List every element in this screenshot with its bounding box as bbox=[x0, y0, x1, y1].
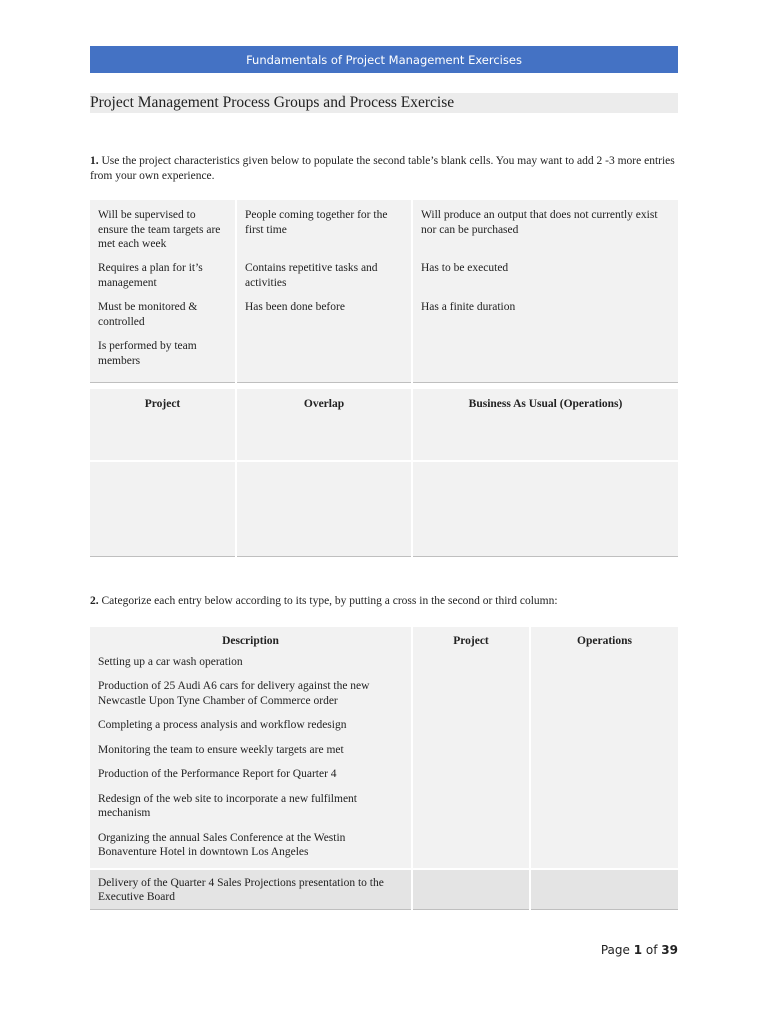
row-description: Delivery of the Quarter 4 Sales Projections presentation to the Executive Board bbox=[90, 869, 412, 910]
row-description: Setting up a car wash operation bbox=[98, 655, 243, 668]
row-description: Completing a process analysis and workflow redesign bbox=[98, 719, 347, 731]
page-total: 39 bbox=[661, 943, 678, 957]
characteristic-item: Has to be executed bbox=[421, 262, 509, 274]
row-description: Redesign of the web site to incorporate a new fulfilment mechanism bbox=[98, 792, 357, 819]
project-mark-cell[interactable] bbox=[412, 653, 530, 678]
characteristic-stack bbox=[412, 261, 678, 383]
question-2-text: Categorize each entry below according to its type, by putting a cross in the second or third column: bbox=[101, 595, 558, 607]
table-row bbox=[90, 765, 678, 790]
page-of-label: of bbox=[645, 943, 658, 957]
project-mark-cell[interactable] bbox=[412, 765, 530, 790]
header-banner: Fundamentals of Project Management Exercises bbox=[90, 46, 678, 73]
blank-answer-cell-project[interactable] bbox=[90, 461, 236, 557]
row-description: Production of the Performance Report for Quarter 4 bbox=[98, 768, 337, 780]
column-header-description: Description bbox=[222, 635, 279, 647]
project-mark-cell[interactable] bbox=[412, 869, 530, 910]
characteristic-cell: People coming together for the first time bbox=[236, 200, 412, 261]
column-header-overlap: Overlap bbox=[236, 389, 412, 461]
page-number: 1 bbox=[633, 943, 643, 957]
operations-mark-cell[interactable] bbox=[530, 677, 678, 716]
characteristic-item: Must be monitored & controlled bbox=[98, 301, 198, 328]
characteristic-cell: Will be supervised to ensure the team targets are met each week bbox=[90, 200, 236, 261]
project-mark-cell[interactable] bbox=[412, 677, 530, 716]
column-header-operations: Business As Usual (Operations) bbox=[468, 398, 623, 410]
operations-mark-cell[interactable] bbox=[530, 741, 678, 766]
row-description: Monitoring the team to ensure weekly targets are met bbox=[98, 743, 344, 756]
table-row bbox=[90, 741, 678, 766]
table-row bbox=[90, 653, 678, 678]
project-mark-cell[interactable] bbox=[412, 790, 530, 829]
project-mark-cell[interactable] bbox=[412, 741, 530, 766]
question-1 bbox=[90, 154, 678, 184]
column-header-project: Project bbox=[90, 389, 236, 461]
characteristic-stack bbox=[90, 261, 236, 383]
operations-mark-cell[interactable] bbox=[530, 790, 678, 829]
page-footer bbox=[560, 943, 678, 957]
table-row bbox=[90, 677, 678, 716]
column-header-project: Project bbox=[412, 627, 530, 653]
characteristic-item: Has a finite duration bbox=[421, 300, 516, 313]
blank-answer-cell-operations[interactable] bbox=[412, 461, 678, 557]
project-mark-cell[interactable] bbox=[412, 829, 530, 869]
section-title: Project Management Process Groups and Process Exercise bbox=[90, 93, 678, 113]
operations-mark-cell[interactable] bbox=[530, 653, 678, 678]
blank-answer-cell-overlap[interactable] bbox=[236, 461, 412, 557]
operations-mark-cell[interactable] bbox=[530, 765, 678, 790]
row-description: Production of 25 Audi A6 cars for delivery against the new Newcastle Upon Tyne Chamber of Commerce order bbox=[98, 680, 370, 707]
question-2-number: 2. bbox=[90, 595, 99, 607]
characteristic-item: Is performed by team members bbox=[98, 340, 197, 367]
row-description: Organizing the annual Sales Conference at the Westin Bonaventure Hotel in downtown Los Angeles bbox=[98, 831, 346, 858]
question-1-text: Use the project characteristics given below to populate the second table’s blank cells. You may want to add 2 -3 more entries from your own experience. bbox=[90, 155, 675, 182]
page-label: Page bbox=[600, 943, 630, 957]
table-row bbox=[90, 869, 678, 910]
table-row bbox=[90, 829, 678, 869]
categorize-table bbox=[90, 627, 678, 910]
characteristic-item: Contains repetitive tasks and activities bbox=[245, 262, 378, 289]
operations-mark-cell[interactable] bbox=[530, 829, 678, 869]
characteristics-table bbox=[90, 200, 678, 383]
question-1-number: 1. bbox=[90, 155, 99, 167]
operations-mark-cell[interactable] bbox=[530, 869, 678, 910]
classification-table bbox=[90, 389, 678, 557]
question-2 bbox=[90, 594, 678, 609]
characteristic-item: Requires a plan for it’s management bbox=[98, 262, 203, 289]
characteristic-cell: Will produce an output that does not currently exist nor can be purchased bbox=[421, 209, 658, 236]
table-row bbox=[90, 716, 678, 741]
project-mark-cell[interactable] bbox=[412, 716, 530, 741]
table-row bbox=[90, 790, 678, 829]
operations-mark-cell[interactable] bbox=[530, 716, 678, 741]
column-header-operations: Operations bbox=[530, 627, 678, 653]
characteristic-stack bbox=[236, 261, 412, 383]
characteristic-item: Has been done before bbox=[245, 301, 345, 313]
